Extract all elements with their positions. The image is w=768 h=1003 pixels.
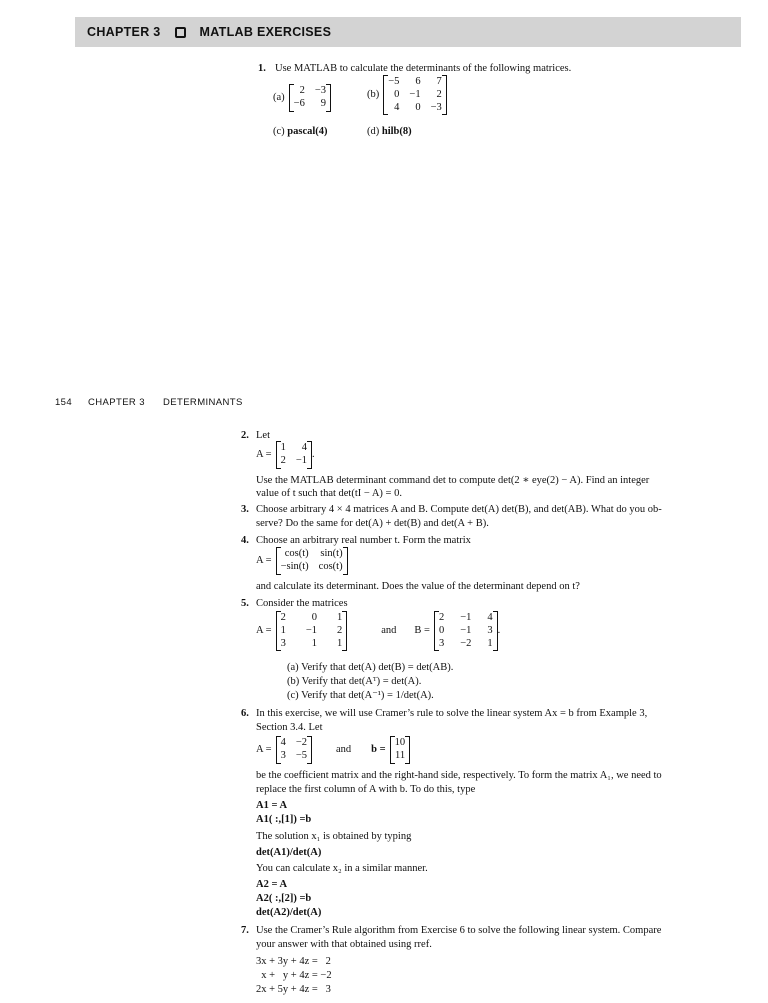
ex3-line-2: serve? Do the same for det(A) + det(B) and det(A + B). [256, 518, 489, 529]
ex7-line-2: your answer with that obtained using rref. [256, 939, 432, 950]
ex6-lhs-b: b = [371, 743, 386, 755]
ex5-item-c: (c) Verify that det(A⁻¹) = 1/det(A). [287, 690, 434, 701]
ex5-and: and [381, 625, 397, 637]
ex1-part-d [367, 125, 412, 139]
matrix-entry: −1 [460, 612, 472, 623]
matrix-entry: cos(t) [284, 548, 309, 559]
period: . [497, 625, 501, 637]
ex5-matrix-a [276, 611, 348, 651]
matrix-entry: 3 [280, 749, 286, 761]
matrix-entry: −1 [295, 454, 307, 466]
exercise-6-number: 6. [241, 708, 249, 719]
ex1-c-value: pascal(4) [287, 126, 328, 137]
matrix-entry: 4 [487, 612, 493, 623]
matrix-entry: 1 [280, 624, 286, 636]
ex6-line-3: be the coefficient matrix and the right-hand side, respectively. To form the matrix A₁, we need to [256, 770, 662, 781]
matrix-entry: 2 [299, 85, 305, 96]
matrix-entry: 2 [280, 612, 286, 623]
matrix-entry: 3 [280, 637, 286, 649]
exercise-1-number: 1. [258, 63, 266, 74]
checkbox-square-icon [175, 27, 186, 38]
matrix-entry: 2 [336, 624, 343, 636]
ex4-matrix-a [276, 547, 348, 575]
ex7-line-1: Use the Cramer’s Rule algorithm from Exercise 6 to solve the following linear system. Compare [256, 925, 662, 936]
ex7-equation-3: 2x + 5y + 4z = 3 [256, 984, 331, 995]
ex6-code-4: A2 = A [256, 879, 288, 890]
ex6-code-1: A1 = A [256, 800, 288, 811]
ex1-c-label: (c) [273, 126, 285, 137]
matrix-entry: 1 [336, 612, 343, 623]
matrix-entry: −5 [295, 749, 307, 761]
ex4-matrix-row [256, 547, 348, 575]
ex5-item-a: (a) Verify that det(A) det(B) = det(AB). [287, 662, 454, 673]
ex4-line-2: and calculate its determinant. Does the value of the determinant depend on t? [256, 581, 580, 592]
matrix-entry: 1 [311, 637, 317, 649]
matrix-entry: 7 [436, 76, 442, 87]
chapter-header [75, 17, 741, 47]
matrix-entry: 4 [280, 737, 286, 748]
ex6-line-5: The solution x₁ is obtained by typing [256, 831, 412, 842]
ex4-lhs: A = [256, 554, 272, 566]
ex6-code-6: det(A2)/det(A) [256, 907, 322, 918]
ex6-code-3: det(A1)/det(A) [256, 847, 322, 858]
ex6-line-2: Section 3.4. Let [256, 722, 323, 733]
matrix-entry: −6 [293, 97, 305, 109]
ex2-matrix-row [256, 441, 315, 469]
matrix-entry: 4 [394, 101, 400, 113]
ex1-a-label: (a) [273, 91, 285, 103]
matrix-entry: −2 [460, 637, 472, 649]
ex6-line-4: replace the first column of A with b. To do this, type [256, 784, 476, 795]
ex6-matrix-a [276, 736, 312, 764]
matrix-entry: 10 [394, 737, 406, 748]
matrix-entry: 2 [438, 612, 445, 623]
ex5-line-1: Consider the matrices [256, 598, 348, 609]
matrix-entry: 4 [301, 442, 307, 453]
ex2-lhs: A = [256, 448, 272, 460]
ex5-matrix-b [434, 611, 498, 651]
ex6-vector-b [390, 736, 411, 764]
matrix-entry: 0 [415, 101, 421, 113]
ex2-line-2: value of t such that det(tI − A) = 0. [256, 488, 402, 499]
exercise-5-number: 5. [241, 598, 249, 609]
matrix-entry: 3 [487, 624, 493, 636]
ex3-line-1: Choose arbitrary 4 × 4 matrices A and B. Compute det(A) det(B), and det(AB). What do you ob- [256, 504, 662, 515]
ex5-matrix-row [256, 611, 500, 651]
matrix-entry: sin(t) [320, 548, 343, 559]
exercise-4-number: 4. [241, 535, 249, 546]
matrix-entry: 2 [280, 454, 286, 466]
matrix-entry: 1 [336, 637, 343, 649]
matrix-entry: 0 [311, 612, 317, 623]
ex4-line-1: Choose an arbitrary real number t. Form the matrix [256, 535, 471, 546]
ex1-matrix-a [289, 84, 331, 112]
matrix-entry: −1 [460, 624, 472, 636]
matrix-entry: 0 [438, 624, 445, 636]
ex1-d-label: (d) [367, 126, 380, 137]
matrix-entry: 1 [487, 637, 493, 649]
ex6-code-5: A2( :,[2]) =b [256, 893, 312, 904]
exercise-2-intro: Let [256, 430, 270, 441]
ex5-lhs-b: B = [414, 625, 430, 637]
chapter-label: CHAPTER 3 [87, 24, 161, 39]
matrix-entry: −1 [409, 88, 421, 100]
ex6-and: and [335, 743, 352, 755]
ex1-b-label: (b) [367, 89, 380, 101]
ex6-line-6: You can calculate x₂ in a similar manner. [256, 863, 428, 874]
ex7-equation-2: x + y + 4z = −2 [256, 970, 332, 981]
ex6-line-1: In this exercise, we will use Cramer’s rule to solve the linear system Ax = b from Example 3, [256, 708, 648, 719]
matrix-entry: −sin(t) [280, 560, 309, 572]
matrix-entry: −1 [305, 624, 317, 636]
ex2-line-1: Use the MATLAB determinant command det to compute det(2 ∗ eye(2) − A). Find an integer [256, 475, 650, 486]
running-head-chapter: CHAPTER 3 [88, 397, 145, 408]
matrix-entry: −2 [295, 737, 307, 748]
matrix-entry: 9 [320, 97, 326, 109]
exercise-3-number: 3. [241, 504, 249, 515]
matrix-entry: −5 [388, 76, 400, 87]
ex7-equation-1: 3x + 3y + 4z = 2 [256, 956, 331, 967]
ex1-d-value: hilb(8) [381, 126, 412, 137]
ex6-lhs-a: A = [256, 743, 272, 755]
matrix-entry: 6 [415, 76, 421, 87]
ex5-lhs-a: A = [256, 625, 272, 637]
ex1-part-c [273, 125, 328, 139]
matrix-entry: 11 [394, 749, 406, 761]
running-head-section: DETERMINANTS [163, 397, 243, 408]
matrix-entry: 0 [394, 88, 400, 100]
ex6-code-2: A1( :,[1]) =b [256, 814, 312, 825]
matrix-entry: 1 [280, 442, 286, 453]
ex5-item-b: (b) Verify that det(Aᵀ) = det(A). [287, 676, 422, 687]
matrix-entry: −3 [314, 85, 326, 96]
matrix-entry: 2 [436, 88, 442, 100]
ex1-part-a [273, 84, 331, 112]
matrix-entry: 3 [438, 637, 445, 649]
exercise-1-text: Use MATLAB to calculate the determinants of the following matrices. [275, 63, 572, 74]
page-number: 154 [55, 397, 73, 408]
ex6-matrix-row [256, 736, 410, 764]
ex1-part-b [367, 75, 447, 115]
matrix-entry: −3 [430, 101, 442, 113]
period: . [311, 448, 315, 460]
ex1-matrix-b [383, 75, 447, 115]
exercise-2-number: 2. [241, 430, 249, 441]
section-title: MATLAB EXERCISES [199, 24, 332, 39]
ex2-matrix-a [276, 441, 312, 469]
exercise-7-number: 7. [241, 925, 249, 936]
matrix-entry: cos(t) [318, 560, 343, 572]
